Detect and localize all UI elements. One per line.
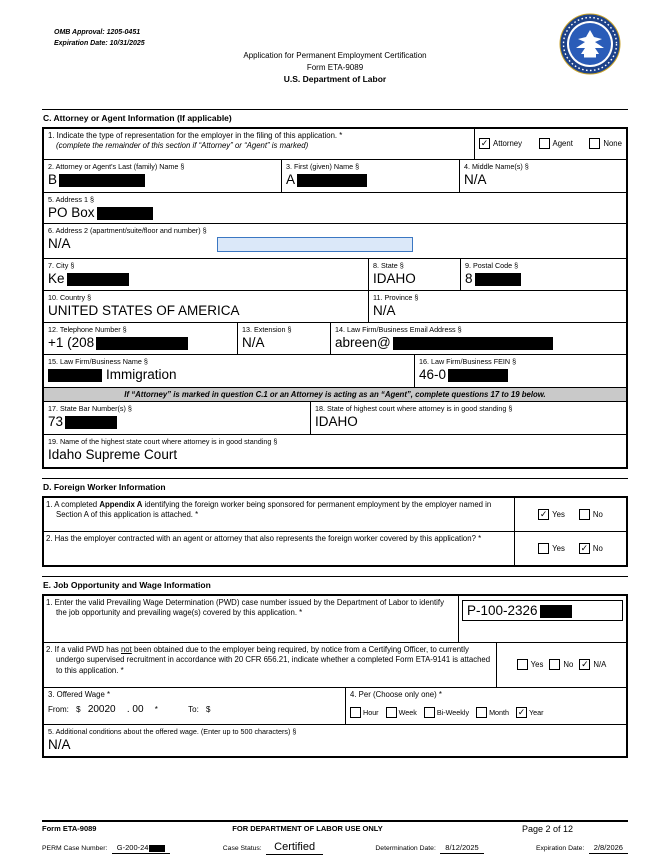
- section-d-title: D. Foreign Worker Information: [42, 478, 628, 496]
- case-status-label: Case Status:: [222, 845, 262, 852]
- form-title: Application for Permanent Employment Certification: [243, 51, 427, 60]
- extension-value: N/A: [242, 335, 265, 350]
- wage-currency-symbol-2: $: [206, 705, 211, 715]
- pwd-case-number-field[interactable]: [462, 600, 623, 621]
- email-field: [330, 323, 626, 354]
- e2-text-underlined: not: [120, 645, 132, 654]
- agent-checkbox[interactable]: [539, 135, 573, 153]
- wage-per-label: 4. Per (Choose only one) *: [350, 690, 442, 699]
- offered-wage-field: [44, 688, 345, 724]
- c1-options: [474, 129, 626, 159]
- wage-from-amount: 20020: [87, 704, 116, 716]
- wage-from-label: From:: [48, 705, 69, 715]
- e2-question: [44, 643, 496, 687]
- d2-yes-checkbox-box[interactable]: [538, 543, 549, 554]
- row-e3-e4: [44, 687, 626, 724]
- per-hour-checkbox[interactable]: [350, 703, 379, 721]
- wage-per-options: [350, 703, 622, 721]
- city-label: 7. City §: [48, 261, 75, 270]
- row-c7-c9: [44, 258, 626, 290]
- row-e5: [44, 724, 626, 756]
- d1-question: [44, 498, 514, 531]
- redaction: [65, 416, 117, 429]
- offered-wage-line: [48, 704, 341, 715]
- email-label: 14. Law Firm/Business Email Address §: [335, 325, 462, 334]
- row-c19: [44, 434, 626, 467]
- redaction: [96, 337, 188, 350]
- determination-date-value: 8/12/2025: [440, 843, 483, 854]
- row-e2: [44, 642, 626, 687]
- dol-use-only-label: FOR DEPARTMENT OF LABOR USE ONLY: [232, 824, 383, 833]
- d1-text-prefix: 1. A completed: [46, 500, 100, 509]
- address1-text: PO Box: [48, 205, 95, 220]
- attorney-checkbox-label: Attorney: [493, 139, 523, 149]
- seal-container: [558, 12, 622, 76]
- city-value: [48, 272, 364, 287]
- wage-asterisk: *: [154, 705, 158, 715]
- e1-question: 1. Enter the valid Prevailing Wage Determination (PWD) case number issued by the Department of Labor to identify the job opportunity and prevailing wage(s) covered by this application. *: [46, 598, 444, 618]
- row-c6: [44, 223, 626, 258]
- d1-yes-checkbox-box[interactable]: ✓: [539, 508, 548, 519]
- redaction: [59, 174, 145, 187]
- first-name-value: [286, 173, 455, 188]
- row-c12-c14: [44, 322, 626, 354]
- e1-answer-cell: [458, 596, 626, 642]
- e2-na-checkbox-box[interactable]: ✓: [581, 659, 589, 670]
- attorney-notice-bar: If “Attorney” is marked in question C.1 or an Attorney is acting as an “Agent”, complete questions 17 to 19 below.: [44, 387, 626, 401]
- d1-yes-checkbox[interactable]: [538, 506, 565, 524]
- country-value: UNITED STATES OF AMERICA: [48, 303, 240, 318]
- per-biweekly-checkbox-box[interactable]: [424, 707, 435, 718]
- perm-case-number-label: PERM Case Number:: [42, 845, 108, 852]
- d2-no-checkbox-box[interactable]: ✓: [580, 542, 589, 553]
- offered-wage-label: 3. Offered Wage *: [48, 690, 110, 699]
- telephone-text: +1 (208: [48, 335, 95, 350]
- firm-name-text: Immigration: [106, 367, 177, 382]
- row-d1: [44, 498, 626, 531]
- per-month-checkbox-box[interactable]: [476, 707, 487, 718]
- none-checkbox-box[interactable]: [589, 138, 600, 149]
- per-week-checkbox-box[interactable]: [386, 707, 397, 718]
- per-year-checkbox-box[interactable]: ✓: [517, 706, 526, 717]
- firm-name-label: 15. Law Firm/Business Name §: [48, 357, 148, 366]
- row-c10-c11: [44, 290, 626, 322]
- per-hour-checkbox-box[interactable]: [350, 707, 361, 718]
- expiration-date-value: 2/8/2026: [589, 843, 628, 854]
- d2-yes-checkbox[interactable]: [538, 540, 565, 558]
- province-field: [368, 291, 626, 322]
- e2-no-checkbox-box[interactable]: [549, 659, 560, 670]
- highest-court-name-value: Idaho Supreme Court: [48, 447, 178, 462]
- address1-value: [48, 206, 622, 221]
- address2-value: [48, 237, 622, 252]
- d1-no-label: No: [592, 509, 603, 519]
- telephone-field: [44, 323, 237, 354]
- e2-text-suffix: been obtained due to the employer being required, by notice from a Certifying Officer, to currently undergo supervised recruitment in accordance with 20 CFR 656.21, indicate whether a completed Form ETA-9141 is attached to this application. *: [56, 645, 491, 675]
- per-year-label: Year: [529, 707, 544, 717]
- wage-from-cents: . 00: [126, 704, 144, 716]
- telephone-value: [48, 336, 233, 351]
- last-name-label: 2. Attorney or Agent's Last (family) Name §: [48, 162, 185, 171]
- firm-fein-label: 16. Law Firm/Business FEIN §: [419, 357, 517, 366]
- firm-fein-text: 46-0: [419, 367, 447, 382]
- row-c5: [44, 192, 626, 223]
- case-status-value: Certified: [266, 841, 323, 855]
- additional-conditions-field: [44, 725, 626, 756]
- address2-label: 6. Address 2 (apartment/suite/floor and number) §: [48, 226, 207, 235]
- c1-question-text: 1. Indicate the type of representation for the employer in the filing of this application. *: [48, 131, 343, 140]
- d1-yes-label: Yes: [552, 509, 565, 519]
- e2-na-label: N/A: [593, 660, 607, 670]
- extension-field: [237, 323, 330, 354]
- firm-fein-value: [419, 368, 622, 383]
- none-checkbox-label: None: [603, 139, 622, 149]
- address2-input[interactable]: [217, 237, 413, 252]
- e2-text-prefix: 2. If a valid PWD has: [46, 645, 121, 654]
- footer: [42, 820, 628, 855]
- d2-no-label: No: [592, 543, 603, 553]
- country-field: [44, 291, 368, 322]
- row-c15-c16: [44, 354, 626, 387]
- form-header: [42, 28, 628, 104]
- section-e-table: [42, 594, 628, 758]
- telephone-label: 12. Telephone Number §: [48, 325, 127, 334]
- state-field: [368, 259, 460, 290]
- state-label: 8. State §: [373, 261, 404, 270]
- postal-code-text: 8: [465, 271, 473, 286]
- highest-court-name-label: 19. Name of the highest state court where attorney is in good standing §: [48, 437, 278, 446]
- bar-number-field: [44, 402, 310, 434]
- agency-name: U.S. Department of Labor: [283, 74, 387, 85]
- footer-row-1: [42, 824, 628, 834]
- state-value: IDAHO: [373, 271, 416, 286]
- redaction: [475, 273, 521, 286]
- footer-form-name: Form ETA-9089: [42, 824, 97, 833]
- additional-conditions-value: N/A: [48, 737, 71, 752]
- redaction: [297, 174, 367, 187]
- country-label: 10. Country §: [48, 293, 92, 302]
- d2-no-checkbox[interactable]: [579, 540, 603, 558]
- postal-code-value: [465, 272, 622, 287]
- per-week-checkbox[interactable]: [386, 703, 417, 721]
- perm-case-number-value: [112, 843, 171, 854]
- e2-yes-checkbox[interactable]: [517, 656, 544, 674]
- page-number: Page 2 of 12: [521, 824, 573, 834]
- expiration-date: [536, 837, 628, 855]
- middle-name-value: N/A: [464, 172, 487, 187]
- redaction: [149, 845, 165, 852]
- d2-options: [514, 532, 626, 565]
- per-biweekly-label: Bi-Weekly: [436, 707, 470, 717]
- email-value: [335, 336, 622, 351]
- firm-fein-field: [414, 355, 626, 387]
- firm-name-field: [44, 355, 414, 387]
- city-text: Ke: [48, 271, 65, 286]
- d1-no-checkbox-box[interactable]: [579, 509, 590, 520]
- row-e1: [44, 596, 626, 642]
- highest-court-state-label: 18. State of highest court where attorney is in good standing §: [315, 404, 513, 413]
- bar-number-value: [48, 415, 306, 430]
- email-text: abreen@: [335, 335, 391, 350]
- row-c1: [44, 129, 626, 159]
- e2-yes-label: Yes: [530, 660, 544, 670]
- agent-checkbox-box[interactable]: [539, 138, 550, 149]
- middle-name-label: 4. Middle Name(s) §: [464, 162, 529, 171]
- bar-number-text: 73: [48, 414, 64, 429]
- address1-label: 5. Address 1 §: [48, 195, 94, 204]
- c1-question-subtext: (complete the remainder of this section if “Attorney” or “Agent” is marked): [56, 141, 309, 151]
- redaction: [48, 369, 102, 382]
- redaction: [67, 273, 129, 286]
- per-month-checkbox[interactable]: [476, 703, 509, 721]
- d1-text-bold: Appendix A: [99, 500, 143, 509]
- address1-field: [44, 193, 626, 223]
- first-name-text: A: [286, 172, 296, 187]
- additional-conditions-label: 5. Additional conditions about the offered wage. (Enter up to 500 characters) §: [48, 727, 297, 736]
- d1-no-checkbox[interactable]: [579, 506, 603, 524]
- e2-na-checkbox[interactable]: [579, 656, 606, 674]
- e2-no-label: No: [563, 660, 574, 670]
- province-value: N/A: [373, 303, 396, 318]
- wage-to-label: To:: [188, 705, 199, 715]
- redaction: [540, 605, 572, 618]
- per-week-label: Week: [398, 707, 417, 717]
- first-name-field: [281, 160, 459, 192]
- none-checkbox[interactable]: [589, 135, 622, 153]
- wage-per-field: [345, 688, 626, 724]
- omb-expiration: Expiration Date: 10/31/2025: [54, 39, 145, 47]
- case-status: [223, 837, 323, 855]
- d2-yes-label: Yes: [552, 543, 565, 553]
- highest-court-name-field: [44, 435, 626, 467]
- firm-name-value: [48, 368, 410, 383]
- section-d-table: [42, 496, 628, 567]
- row-d2: [44, 531, 626, 565]
- per-biweekly-checkbox[interactable]: [424, 703, 469, 721]
- address2-field: [44, 224, 626, 258]
- middle-name-field: [459, 160, 626, 192]
- address2-text: N/A: [48, 236, 71, 252]
- last-name-value: [48, 173, 277, 188]
- perm-case-number-text: G-200-24: [116, 843, 149, 852]
- postal-code-label: 9. Postal Code §: [465, 261, 519, 270]
- footer-row-2: [42, 837, 628, 855]
- determination-date: [375, 837, 483, 855]
- province-label: 11. Province §: [373, 293, 419, 302]
- redaction: [393, 337, 553, 350]
- section-e-title: E. Job Opportunity and Wage Information: [42, 576, 628, 594]
- e2-no-checkbox[interactable]: [549, 656, 573, 674]
- row-c17-c18: [44, 401, 626, 434]
- highest-court-state-value: IDAHO: [315, 414, 358, 429]
- form-title-block: [42, 50, 628, 86]
- per-month-label: Month: [489, 707, 510, 717]
- per-hour-label: Hour: [363, 707, 379, 717]
- row-c2-c4: [44, 159, 626, 192]
- e2-yes-checkbox-box[interactable]: [517, 659, 528, 670]
- c1-question: [44, 129, 474, 159]
- form-number: Form ETA-9089: [306, 62, 364, 72]
- last-name-text: B: [48, 172, 58, 187]
- redaction: [448, 369, 508, 382]
- agent-checkbox-label: Agent: [552, 139, 573, 149]
- pwd-case-number-text: P-100-2326: [467, 603, 538, 618]
- redaction: [97, 207, 153, 220]
- omb-block: [54, 28, 145, 49]
- expiration-date-label: Expiration Date:: [535, 845, 585, 852]
- attorney-checkbox[interactable]: [479, 135, 522, 153]
- d1-text-suffix: identifying the foreign worker being sponsored for permanent employment by the employer named in Section A of this application is attached. *: [56, 500, 492, 520]
- d1-options: [514, 498, 626, 531]
- city-field: [44, 259, 368, 290]
- attorney-checkbox-box[interactable]: ✓: [480, 138, 489, 149]
- postal-code-field: [460, 259, 626, 290]
- first-name-label: 3. First (given) Name §: [286, 162, 360, 171]
- determination-date-label: Determination Date:: [375, 845, 436, 852]
- dol-seal-icon: [558, 12, 622, 76]
- perm-case-number: [42, 837, 170, 855]
- wage-currency-symbol: $: [76, 705, 81, 715]
- highest-court-state-field: [310, 402, 626, 434]
- section-c-title: C. Attorney or Agent Information (If applicable): [42, 109, 628, 127]
- d2-question: 2. Has the employer contracted with an agent or attorney that also represents the foreign worker covered by this application? *: [46, 534, 482, 543]
- e2-options: [496, 643, 626, 687]
- section-c-table: [42, 127, 628, 469]
- bar-number-label: 17. State Bar Number(s) §: [48, 404, 132, 413]
- extension-label: 13. Extension §: [242, 325, 292, 334]
- last-name-field: [44, 160, 281, 192]
- per-year-checkbox[interactable]: [516, 703, 544, 721]
- omb-approval: OMB Approval: 1205-0451: [54, 29, 141, 36]
